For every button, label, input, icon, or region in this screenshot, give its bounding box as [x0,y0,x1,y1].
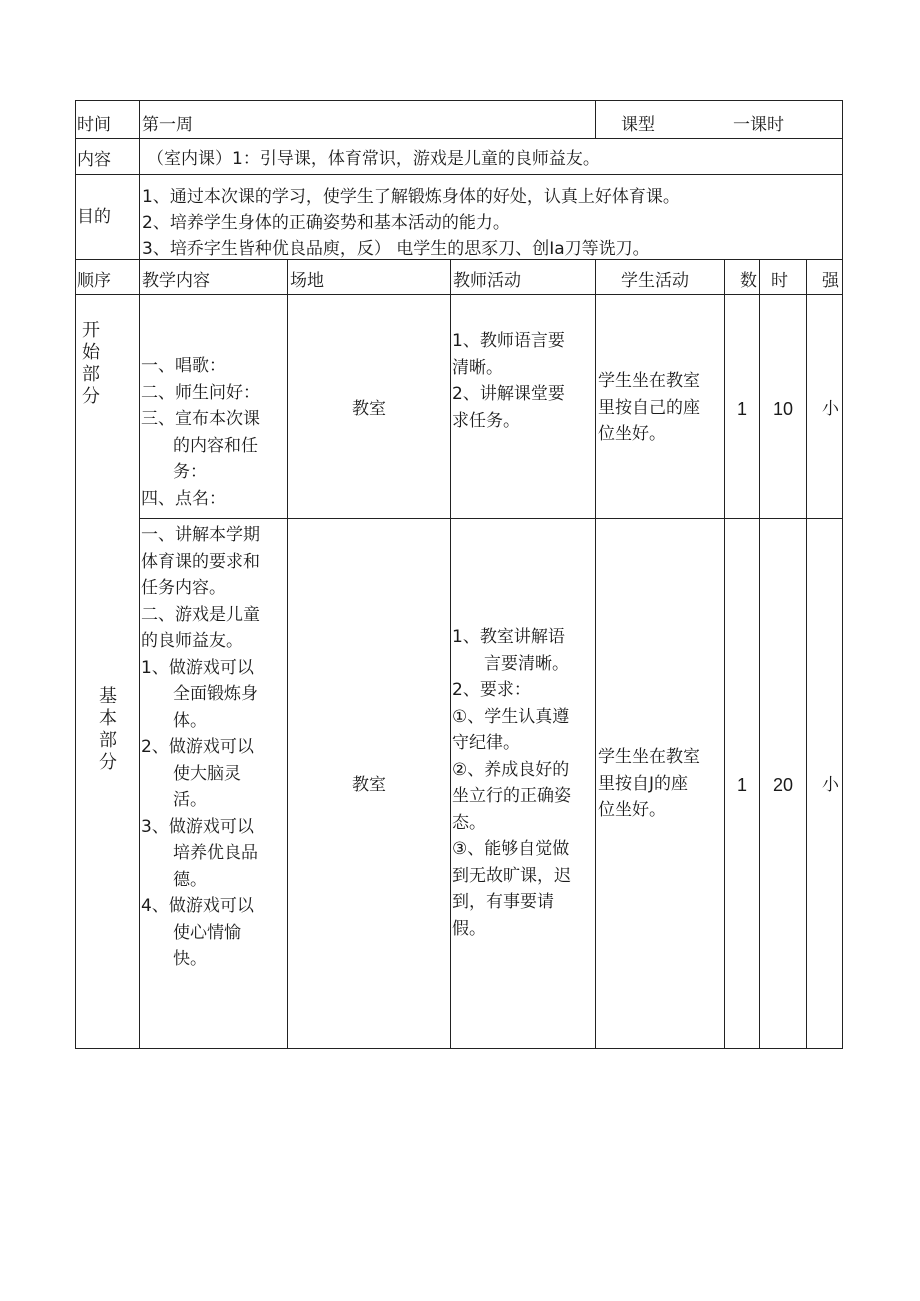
content-label: 内容 [77,150,111,170]
teacher-line: 到无故旷课，迟 [452,865,571,886]
column-header-content: 教学内容 [142,271,210,291]
venue: 教室 [352,399,386,419]
content-value: （室内课）1：引导课，体育常识，游戏是儿童的良师益友。 [147,149,600,169]
content-line: 4、做游戏可以 [141,896,254,916]
count-value: 1 [736,775,747,795]
content-line: 德。 [173,869,207,890]
section-char: 部 [82,364,100,385]
row-divider [75,174,843,175]
col-divider [595,100,596,138]
content-line: 使心情愉 [173,922,241,943]
section-char: 分 [99,752,117,773]
student-line: 学生坐在教室 [598,747,700,767]
student-line: 里按自己的座 [598,397,700,418]
content-line: 体。 [173,710,207,731]
teacher-activity [452,624,571,942]
content-line: 体育课的要求和 [141,551,260,572]
section-content-start [141,353,260,512]
content-line: 一、讲解本学期 [141,525,260,545]
time-value: 第一周 [142,115,193,135]
column-header-intensity: 强 [822,271,839,291]
teacher-line: 清晰。 [452,357,503,378]
teacher-activity [452,328,565,434]
venue: 教室 [352,775,386,795]
student-line: 学生坐在教室 [598,371,700,391]
content-line: 三、宣布本次课 [141,409,260,429]
student-line: 位坐好。 [598,800,666,820]
section-name-start [79,320,103,408]
column-header-student: 学生活动 [621,271,689,291]
content-line: 快。 [173,949,207,969]
section-char: 本 [99,708,117,729]
section-char: 基 [99,686,117,707]
student-line: 位坐好。 [598,424,666,444]
lesson-type-label: 课型 [621,115,655,135]
teacher-line: ③、能够自觉做 [452,839,570,859]
column-header-time: 时 [771,271,788,291]
col-divider [595,259,596,1049]
column-header-order: 顺序 [77,271,111,291]
teacher-line: 2、讲解课堂要 [452,384,565,404]
content-line: 1、做游戏可以 [141,657,254,678]
row-divider [75,259,843,260]
content-line: 二、游戏是儿童 [141,604,260,625]
content-line: 使大脑灵 [173,763,241,784]
row-divider [75,294,843,295]
row-divider [139,518,843,519]
col-divider [139,100,140,1049]
col-divider [450,259,451,1049]
section-char: 始 [82,342,100,363]
teacher-line: 言要清晰。 [484,653,569,674]
student-activity [598,744,700,824]
goal-label: 目的 [77,207,111,227]
content-line: 任务内容。 [141,578,226,598]
teacher-line: 1、教师语言要 [452,331,565,351]
content-line: 活。 [173,790,207,810]
content-line: 一、唱歌： [141,356,226,376]
content-line: 的良师益友。 [141,631,243,651]
teacher-line: 1、教室讲解语 [452,627,565,647]
goal-line: 2、培养学生身体的正确姿势和基本活动的能力。 [142,213,510,233]
teacher-line: 态。 [452,812,486,833]
table-border-left [75,100,76,1049]
col-divider [287,259,288,1049]
time-label: 时间 [77,115,111,135]
table-border-top [75,100,843,101]
col-divider [759,259,760,1049]
teacher-line: 求任务。 [452,410,520,431]
intensity-value: 小 [822,775,839,795]
column-header-count: 数 [740,271,757,291]
teacher-line: 坐立行的正确姿 [452,786,571,806]
student-activity [598,368,700,448]
content-line: 二、师生问好： [141,382,260,403]
teacher-line: 守纪律。 [452,733,520,753]
section-name-basic [96,686,120,774]
content-line: 2、做游戏可以 [141,737,254,757]
content-line: 的内容和任 [173,435,258,456]
section-char: 部 [99,730,117,751]
count-value: 1 [736,399,747,419]
teacher-line: 2、要求： [452,680,531,700]
content-line: 四、点名： [141,488,226,509]
intensity-value: 小 [822,399,839,419]
lesson-hours: 一课时 [733,115,784,135]
content-line: 3、做游戏可以 [141,816,254,837]
content-line: 务： [173,462,207,482]
time-value: 10 [772,399,794,419]
table-border-bottom [75,1048,843,1049]
goal-line: 1、通过本次课的学习，使学生了解锻炼身体的好处，认真上好体育课。 [142,187,680,207]
section-char: 分 [82,386,100,407]
column-header-teacher: 教师活动 [453,271,521,291]
student-line: 里按自J的座 [598,773,689,794]
teacher-line: 假。 [452,918,486,939]
column-header-venue: 场地 [290,271,324,291]
col-divider [724,259,725,1049]
teacher-line: ①、学生认真遵 [452,706,570,727]
goal-line: 3、培乔字生皆种优良品庾，反） 电学生的思豕刀、创Ia刀等诜刀。 [142,239,650,259]
teacher-line: ②、养成良好的 [452,759,570,780]
section-content-basic [141,522,260,973]
teacher-line: 到，有事要请 [452,892,554,912]
content-line: 培养优良品 [173,843,258,863]
content-line: 全面锻炼身 [173,684,258,704]
col-divider [806,259,807,1049]
time-value: 20 [772,775,794,795]
row-divider [75,138,843,139]
section-char: 开 [82,320,100,341]
table-border-right [842,100,843,1049]
